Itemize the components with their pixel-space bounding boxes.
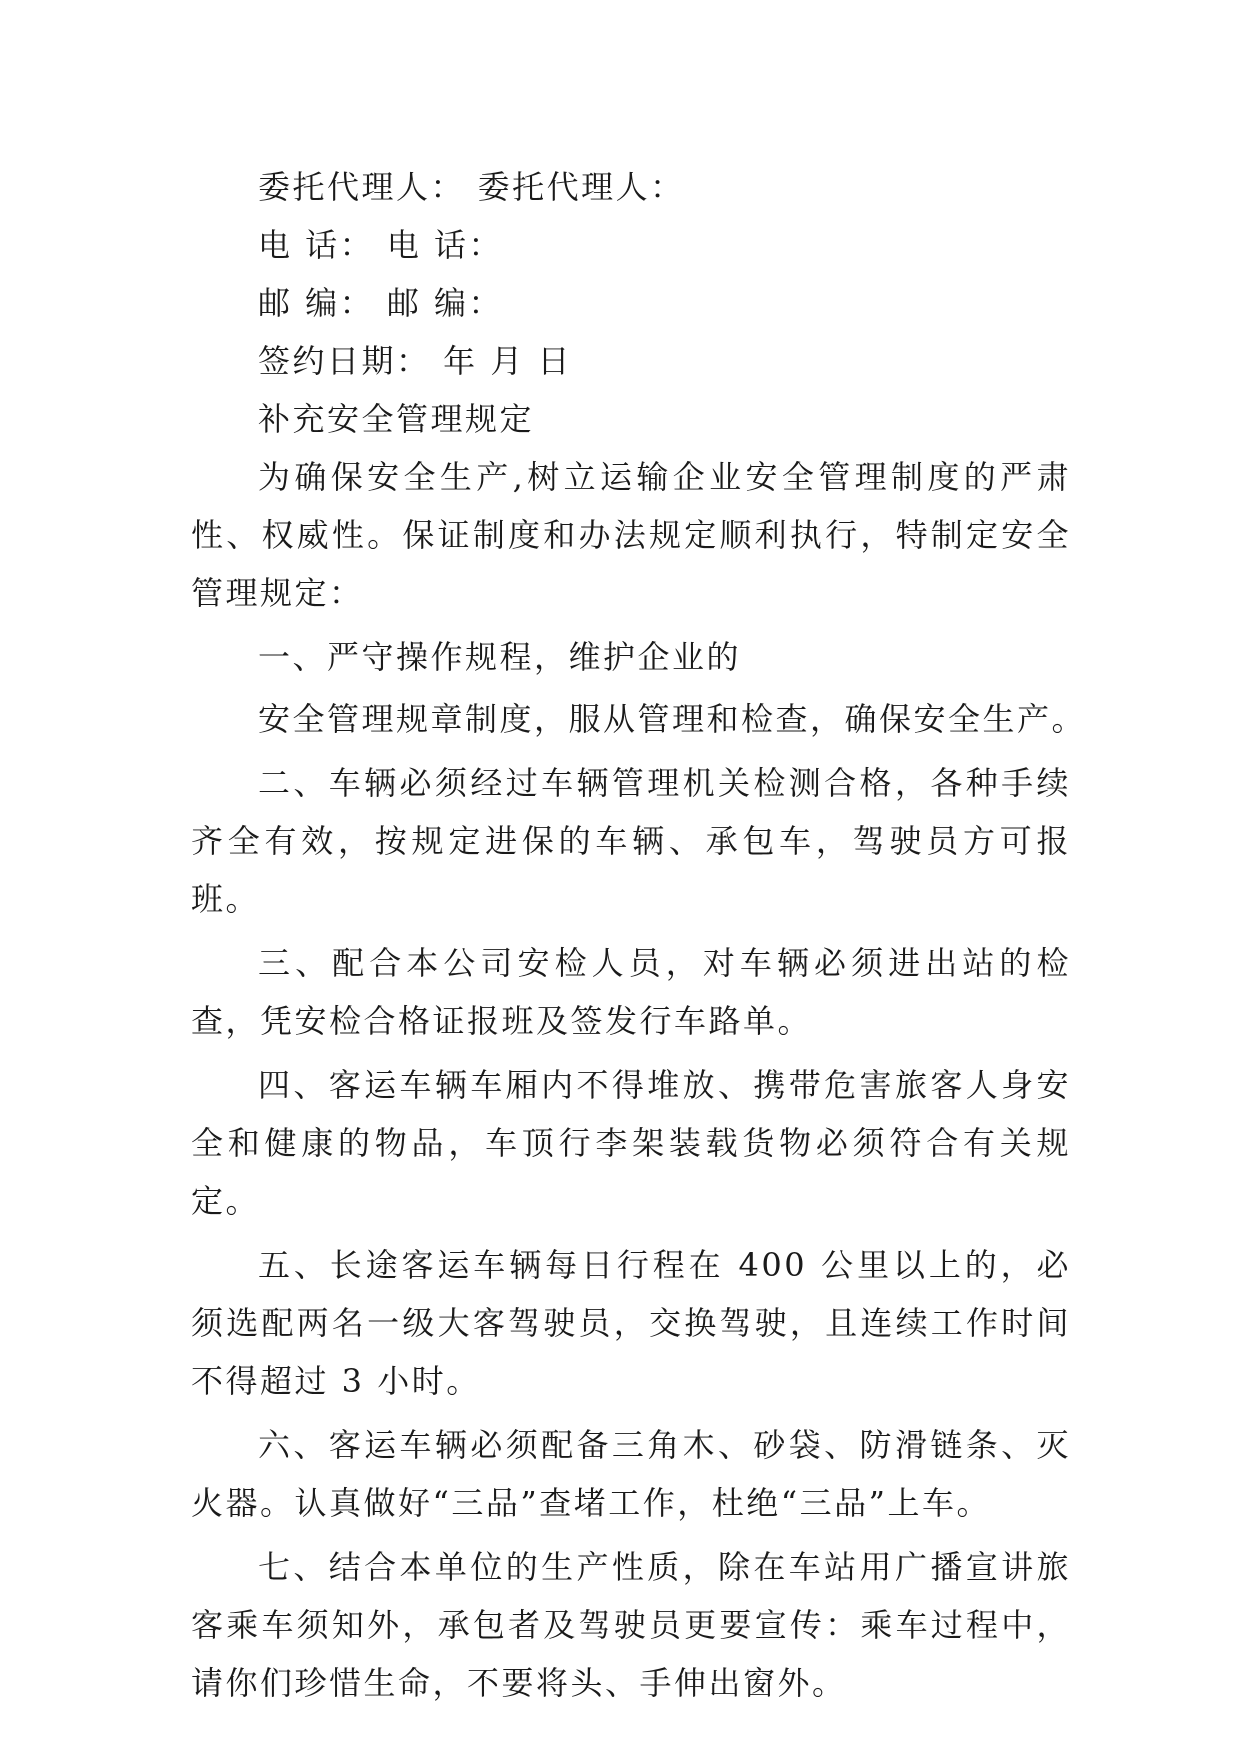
item-4-paragraph: 四、客运车辆车厢内不得堆放、携带危害旅客人身安全和健康的物品，车顶行李架装载货物必须符合有关规定。 bbox=[191, 1066, 1071, 1220]
document-body bbox=[191, 158, 1087, 1712]
signing-date-line: 签约日期： 年 月 日 bbox=[258, 342, 573, 380]
phone-line: 电 话： 电 话： bbox=[258, 226, 504, 264]
item-3-paragraph: 三、配合本公司安检人员，对车辆必须进出站的检查，凭安检合格证报班及签发行车路单。 bbox=[191, 944, 1071, 1040]
item-1-first-line: 一、严守操作规程，维护企业的 bbox=[258, 638, 742, 676]
item-6-paragraph: 六、客运车辆必须配备三角木、砂袋、防滑链条、灭火器。认真做好“三品”查堵工作，杜绝“三品”上车。 bbox=[191, 1426, 1071, 1522]
section-title: 补充安全管理规定 bbox=[258, 400, 535, 438]
intro-paragraph: 为确保安全生产,树立运输企业安全管理制度的严肃性、权威性。保证制度和办法规定顺利执行，特制定安全管理规定： bbox=[191, 458, 1071, 612]
item-7-paragraph: 七、结合本单位的生产性质，除在车站用广播宣讲旅客乘车须知外，承包者及驾驶员更要宣传：乘车过程中，请你们珍惜生命，不要将头、手伸出窗外。 bbox=[191, 1548, 1071, 1702]
item-5-paragraph: 五、长途客运车辆每日行程在 400 公里以上的，必须选配两名一级大客驾驶员，交换驾驶，且连续工作时间不得超过 3 小时。 bbox=[191, 1246, 1071, 1400]
agent-line: 委托代理人： 委托代理人： bbox=[258, 168, 685, 206]
item-1-second-line: 安全管理规章制度，服从管理和检查，确保安全生产。 bbox=[258, 700, 1087, 738]
item-2-paragraph: 二、车辆必须经过车辆管理机关检测合格，各种手续齐全有效，按规定进保的车辆、承包车，驾驶员方可报班。 bbox=[191, 764, 1071, 918]
postcode-line: 邮 编： 邮 编： bbox=[258, 284, 504, 322]
